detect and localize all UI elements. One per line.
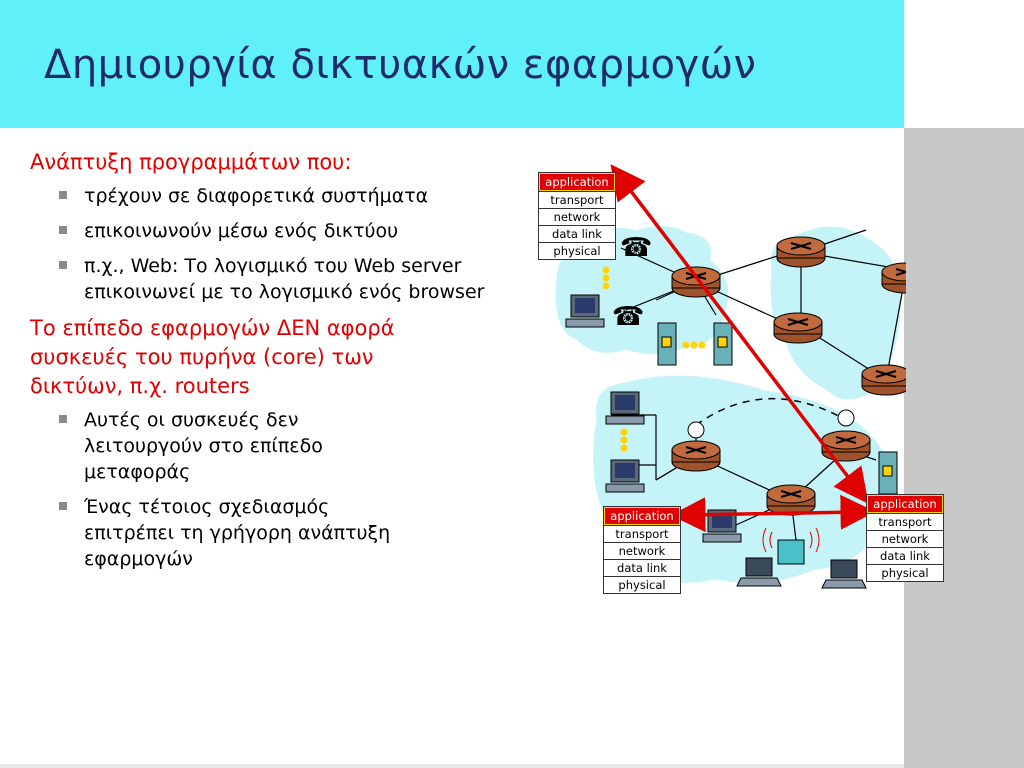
stack-layer-application: application (867, 495, 943, 513)
bullet-item: Ένας τέτοιος σχεδιασμός επιτρέπει τη γρήγορη ανάπτυξη εφαρμογών (84, 494, 394, 572)
protocol-stack-left (603, 506, 681, 594)
stack-layer-data-link: data link (867, 547, 943, 564)
bottom-divider (0, 764, 904, 768)
router-icon (774, 313, 822, 343)
bullet-item: επικοινωνούν μέσω ενός δικτύου (84, 218, 500, 244)
router-icon (672, 267, 720, 297)
router-icon (777, 237, 825, 267)
router-icon (822, 431, 870, 461)
phone-icon: ☎ (620, 233, 653, 263)
side-bar (904, 128, 1024, 768)
stack-layer-network: network (604, 542, 680, 559)
stack-layer-transport: transport (539, 191, 615, 208)
server-icon (658, 323, 676, 365)
computer-icon (566, 295, 604, 327)
core-bullet-list (30, 407, 500, 572)
stack-layer-physical: physical (604, 576, 680, 593)
computer-icon (606, 460, 644, 492)
stack-layer-transport: transport (867, 513, 943, 530)
protocol-stack-top (538, 172, 616, 260)
phone-icon: ☎ (612, 302, 645, 332)
core-heading: Το επίπεδο εφαρμογών ΔΕΝ αφορά συσκευές του πυρήνα (core) των δικτύων, π.χ. routers (30, 316, 395, 398)
stack-layer-network: network (867, 530, 943, 547)
stack-layer-application: application (539, 173, 615, 191)
server-icon (879, 452, 897, 494)
corner-blank (904, 0, 1024, 128)
intro-bullet-list (30, 183, 500, 305)
base-station-icon (778, 540, 804, 564)
bullet-item: Αυτές οι συσκευές δεν λειτουργούν στο επίπεδο μεταφοράς (84, 407, 384, 485)
stack-layer-physical: physical (539, 242, 615, 259)
stack-layer-network: network (539, 208, 615, 225)
intro-heading: Ανάπτυξη προγραμμάτων που: (30, 150, 352, 174)
network-diagram (536, 160, 937, 600)
computer-icon (606, 392, 644, 424)
server-icon (714, 323, 732, 365)
bullet-item: π.χ., Web: Το λογισμικό του Web server επικοινωνεί με το λογισμικό ενός browser (84, 253, 500, 305)
stack-layer-transport: transport (604, 525, 680, 542)
router-icon (862, 365, 906, 395)
bullet-item: τρέχουν σε διαφορετικά συστήματα (84, 183, 500, 209)
stack-layer-application: application (604, 507, 680, 525)
protocol-stack-right (866, 494, 944, 582)
router-icon (882, 263, 906, 293)
slide-title: Δημιουργία δικτυακών εφαρμογών (44, 42, 757, 88)
router-icon (767, 485, 815, 515)
slide-body (30, 148, 500, 581)
stack-layer-physical: physical (867, 564, 943, 581)
stack-layer-data-link: data link (539, 225, 615, 242)
router-icon (672, 441, 720, 471)
stack-layer-data-link: data link (604, 559, 680, 576)
